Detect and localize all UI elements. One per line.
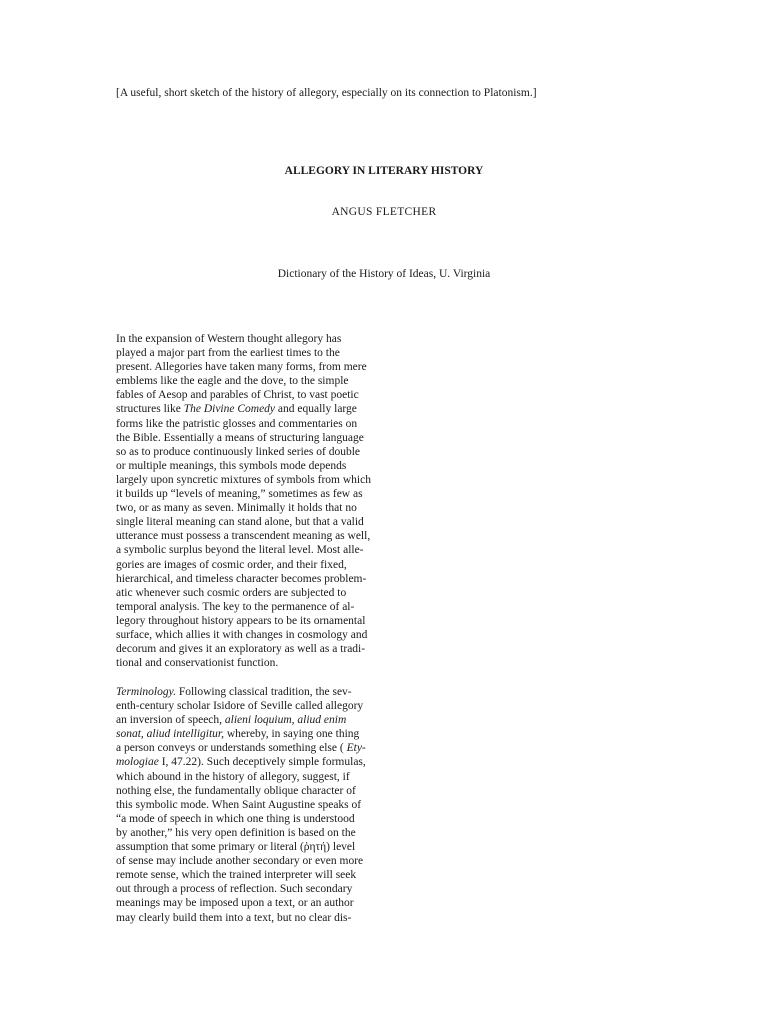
text-line [116,445,416,459]
text-line [116,840,416,854]
text-line [116,685,416,699]
text-line [116,529,416,543]
text-segment: Following classical tradition, the sev- [175,686,352,698]
text-segment: gories are images of cosmic order, and their fixed, [116,558,347,571]
author-name: ANGUS FLETCHER [331,206,437,218]
text-segment: forms like the patristic glosses and commentaries on [116,417,358,430]
text-segment: enth-century scholar Isidore of Seville called allegory [116,700,364,713]
text-segment: atic whenever such cosmic orders are subjected to [116,586,347,599]
text-segment: structures like [116,403,184,416]
text-segment: of sense may include another secondary or even more [116,855,364,868]
text-line [116,402,416,416]
text-segment: two, or as many as seven. Minimally it holds that no [116,502,357,515]
paragraph-intro [116,332,416,670]
italic-text: sonat, aliud intelligitur, [116,728,224,741]
text-segment: present. Allegories have taken many forms, from mere [116,361,367,374]
text-line [116,431,416,445]
text-line [116,332,416,346]
text-segment: which abound in the history of allegory, suggest, if [116,770,350,783]
text-segment: “a mode of speech in which one thing is understood [116,812,355,825]
text-line [116,586,416,600]
text-line [116,854,416,868]
text-segment: hierarchical, and timeless character becomes problem- [116,572,367,585]
text-segment: or multiple meanings, this symbols mode depends [116,459,347,472]
article-title: ALLEGORY IN LITERARY HISTORY [284,165,484,177]
text-segment: whereby, in saying one thing [223,728,360,741]
text-line [116,741,416,755]
text-segment: assumption that some primary or literal (ῥητή) level [116,841,356,854]
text-segment: a symbolic surplus beyond the literal level. Most alle- [116,544,364,557]
text-line [116,699,416,713]
text-segment: temporal analysis. The key to the permanence of al- [116,600,355,613]
text-segment: decorum and gives it an exploratory as well as a tradi- [116,643,366,656]
text-segment: it builds up “levels of meaning,” sometimes as few as [116,488,363,501]
text-line [116,614,416,628]
text-segment: utterance must possess a transcendent meaning as well, [116,530,371,543]
text-line [116,798,416,812]
text-segment: may clearly build them into a text, but no clear dis- [116,911,352,924]
italic-text: The Divine Comedy [183,403,276,416]
text-line [116,572,416,586]
text-segment: tional and conservationist function. [116,657,279,670]
text-line [116,713,416,727]
text-line [116,868,416,882]
text-line [116,543,416,557]
text-line [116,388,416,402]
text-line [116,727,416,741]
text-segment: I, 47.22). Such deceptively simple formulas, [158,756,366,769]
source-line: Dictionary of the History of Ideas, U. Virginia [277,268,491,280]
italic-text: alieni loquium, aliud enim [224,714,347,727]
text-line [116,501,416,515]
text-line [116,628,416,642]
text-line [116,770,416,784]
text-segment: this symbolic mode. When Saint Augustine speaks of [116,798,362,811]
header-note: [A useful, short sketch of the history of allegory, especially on its connection to Platonism.] [116,87,537,99]
text-line [116,911,416,925]
text-segment: legory throughout history appears to be its ornamental [116,614,366,627]
text-segment: out through a process of reflection. Such secondary [116,883,353,896]
text-line [116,784,416,798]
text-segment: by another,” his very open definition is based on the [116,826,356,839]
text-segment: remote sense, which the trained interpreter will seek [116,869,357,882]
text-line [116,812,416,826]
text-segment: and equally large [275,403,357,416]
text-line [116,656,416,670]
italic-text: mologiae [116,756,159,769]
text-segment: emblems like the eagle and the dove, to the simple [116,375,349,388]
text-line [116,826,416,840]
text-line [116,558,416,572]
text-segment: played a major part from the earliest times to the [116,347,340,360]
text-line [116,515,416,529]
text-line [116,882,416,896]
text-line [116,459,416,473]
text-segment: so as to produce continuously linked series of double [116,445,361,458]
text-segment: fables of Aesop and parables of Christ, to vast poetic [116,389,359,402]
text-line [116,374,416,388]
text-segment: a person conveys or understands something else ( [116,742,347,755]
text-line [116,642,416,656]
text-segment: single literal meaning can stand alone, but that a valid [116,516,364,529]
text-line [116,600,416,614]
italic-text: Ety- [346,742,366,755]
text-segment: surface, which allies it with changes in cosmology and [116,628,368,641]
text-segment: an inversion of speech, [116,714,225,727]
text-line [116,755,416,769]
text-line [116,896,416,910]
text-segment: In the expansion of Western thought allegory has [116,333,342,345]
paragraph-terminology [116,685,416,925]
text-segment: the Bible. Essentially a means of structuring language [116,431,364,444]
text-segment: meanings may be imposed upon a text, or an author [116,897,354,910]
text-line [116,346,416,360]
text-segment: largely upon syncretic mixtures of symbols from which [116,473,371,486]
text-line [116,473,416,487]
text-segment: nothing else, the fundamentally oblique character of [116,784,356,797]
text-line [116,487,416,501]
italic-text: Terminology. [116,686,176,698]
text-line [116,360,416,374]
text-line [116,417,416,431]
